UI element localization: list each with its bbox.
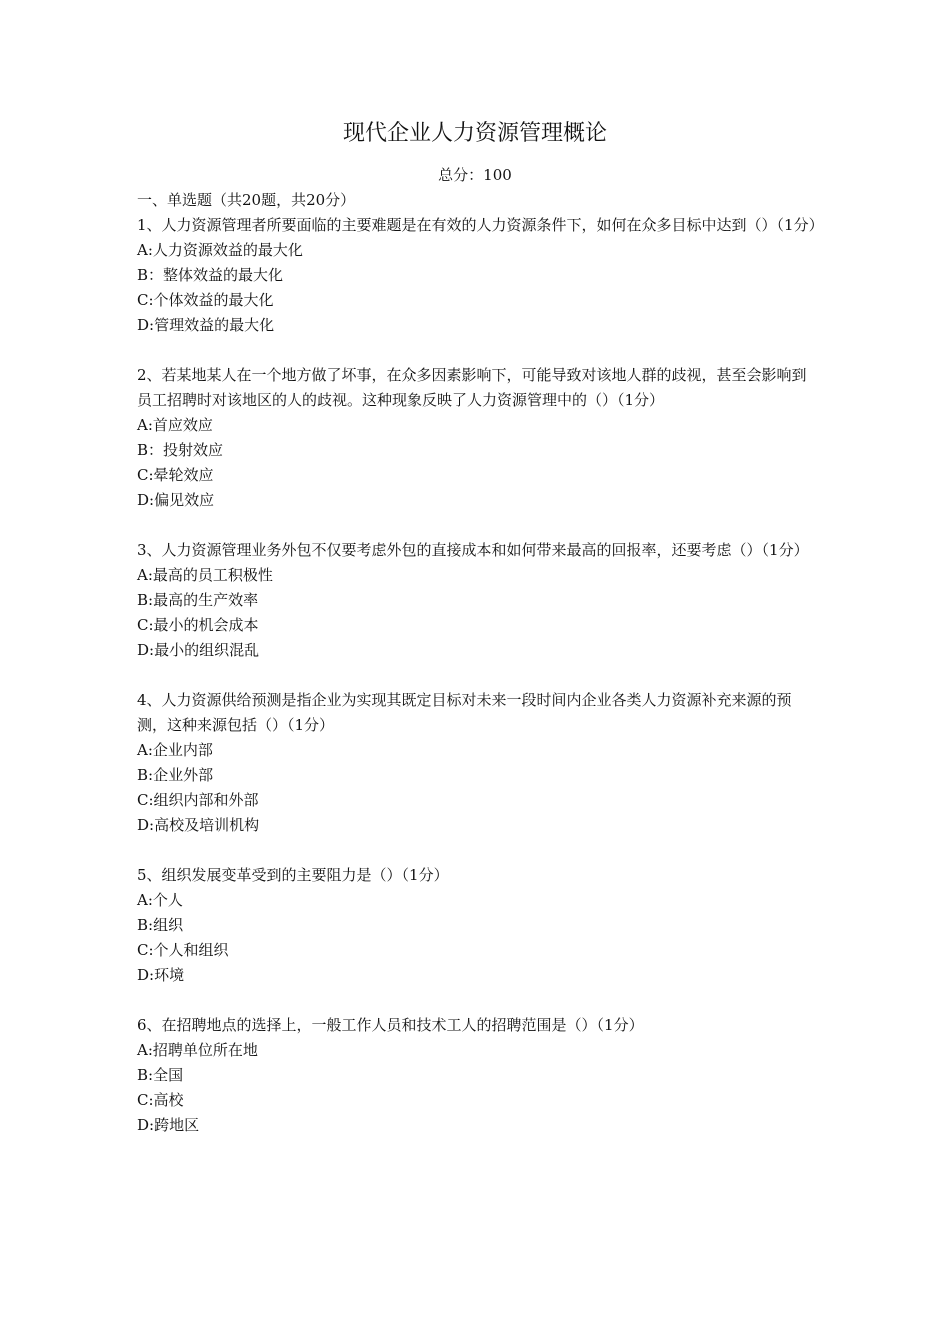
question-stem: 6、在招聘地点的选择上，一般工作人员和技术工人的招聘范围是（）（1分） xyxy=(137,1016,644,1034)
option-d: D:最小的组织混乱 xyxy=(137,641,260,659)
option-c: C:最小的机会成本 xyxy=(137,616,259,634)
option-d: D:跨地区 xyxy=(137,1116,200,1134)
option-a: A:人力资源效益的最大化 xyxy=(137,241,303,259)
option-a: A:最高的员工积极性 xyxy=(137,566,273,584)
option-a: A:首应效应 xyxy=(137,416,213,434)
option-c: C:个人和组织 xyxy=(137,941,229,959)
question-stem: 5、组织发展变革受到的主要阻力是（）（1分） xyxy=(137,866,449,884)
question-stem: 1、人力资源管理者所要面临的主要难题是在有效的人力资源条件下，如何在众多目标中达到（）（1分） xyxy=(137,216,824,234)
document-title: 现代企业人力资源管理概论 xyxy=(342,121,607,146)
question-stem: 2、若某地某人在一个地方做了坏事，在众多因素影响下，可能导致对该地人群的歧视，甚至会影响到员工招聘时对该地区的人的歧视。这种现象反映了人力资源管理中的（）（1分） xyxy=(137,366,807,409)
option-a: A:个人 xyxy=(137,891,183,909)
option-d: D:高校及培训机构 xyxy=(137,816,260,834)
section-heading: 一、单选题（共20题，共20分） xyxy=(137,191,356,209)
total-score: 总分：100 xyxy=(438,166,512,184)
question-5 xyxy=(137,863,817,988)
question-4 xyxy=(137,688,817,838)
option-c: C:高校 xyxy=(137,1091,184,1109)
option-d: D:偏见效应 xyxy=(137,491,215,509)
question-3 xyxy=(137,538,817,663)
option-c: C:晕轮效应 xyxy=(137,466,214,484)
option-b: B：整体效益的最大化 xyxy=(137,266,284,284)
option-a: A:招聘单位所在地 xyxy=(137,1041,258,1059)
option-c: C:组织内部和外部 xyxy=(137,791,259,809)
option-b: B:最高的生产效率 xyxy=(137,591,259,609)
document-content xyxy=(137,188,824,1163)
option-b: B:企业外部 xyxy=(137,766,214,784)
question-stem: 3、人力资源管理业务外包不仅要考虑外包的直接成本和如何带来最高的回报率，还要考虑（）（1分） xyxy=(137,541,809,559)
question-stem: 4、人力资源供给预测是指企业为实现其既定目标对未来一段时间内企业各类人力资源补充来源的预测，这种来源包括（）（1分） xyxy=(137,691,792,734)
option-d: D:管理效益的最大化 xyxy=(137,316,275,334)
option-b: B:组织 xyxy=(137,916,184,934)
option-b: B:全国 xyxy=(137,1066,184,1084)
question-2 xyxy=(137,363,817,513)
option-d: D:环境 xyxy=(137,966,185,984)
question-1 xyxy=(137,213,824,338)
option-b: B：投射效应 xyxy=(137,441,224,459)
option-c: C:个体效益的最大化 xyxy=(137,291,274,309)
question-6 xyxy=(137,1013,817,1138)
option-a: A:企业内部 xyxy=(137,741,213,759)
